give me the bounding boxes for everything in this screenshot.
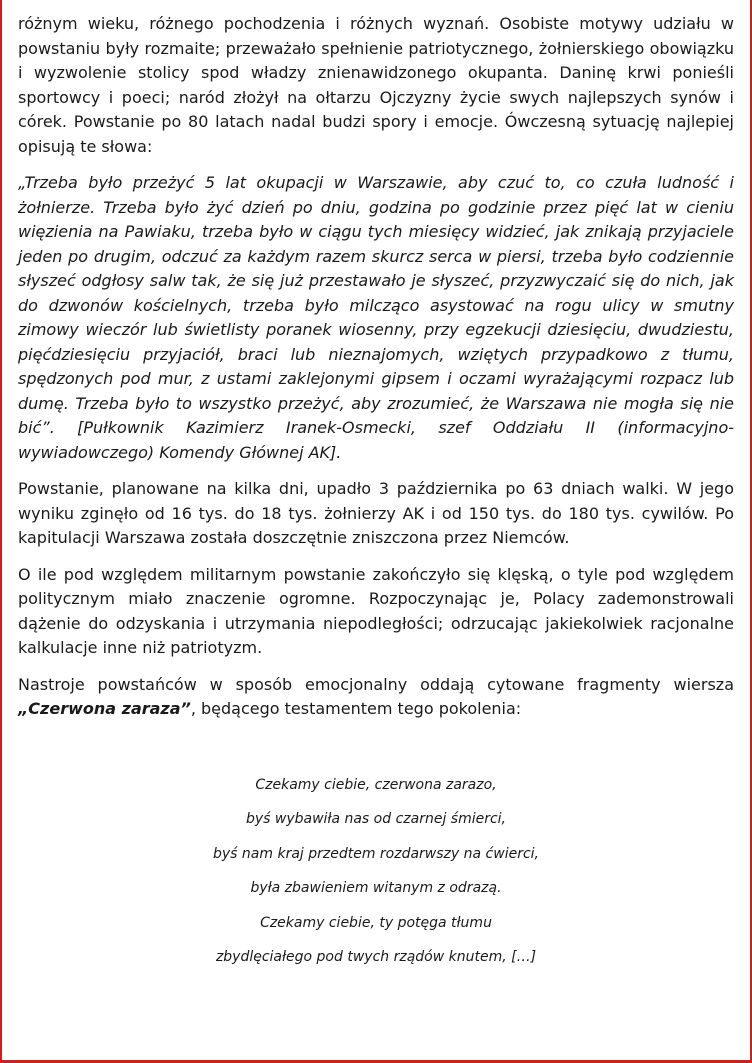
poem-line: zbydlęciałego pod twych rządów knutem, […] bbox=[215, 949, 537, 965]
poem-line: byś wybawiła nas od czarnej śmierci, bbox=[245, 811, 507, 827]
poem-title: „Czerwona zaraza” bbox=[18, 699, 191, 718]
paragraph-poem-intro bbox=[18, 673, 734, 722]
quote-iranek-osmecki: „Trzeba było przeżyć 5 lat okupacji w Warszawie, aby czuć to, co czuła ludność i żołnierze. Trzeba było żyć dzień po dniu, godzina po godzinie przez pięć lat w cieniu więzienia na Pawiaku, trzeba było w ciągu tych miesięcy widzieć, jak znikają przyjaciele jeden po drugim, odczuć za każdym razem skurcz serca w piersi, trzeba było codziennie słyszeć odgłosy salw tak, że się już przestawało je słyszeć, przyzwyczaić się do nich, jak do dzwonów kościelnych, trzeba było milcząco asystować na rogu ulicy w smutny zimowy wieczór lub świetlisty poranek wiosenny, przy egzekucji dziesięciu, dwudziestu, pięćdziesięciu przyjaciół, braci lub nieznajomych, wziętych przypadkowo z tłumu, spędzonych pod mur, z ustami zaklejonymi gipsem i oczami wyrażającymi rozpacz lub dumę. Trzeba było to wszystko przeżyć, aby zrozumieć, że Warszawa nie mogła się nie bić”. [Pułkownik Kazimierz Iranek-Osmecki, szef Oddziału II (informacyjno-wywiadowczego) Komendy Głównej AK]. bbox=[18, 173, 734, 462]
poem-intro-tail: , będącego testamentem tego pokolenia: bbox=[190, 699, 522, 718]
poem-line: Czekamy ciebie, ty potęga tłumu bbox=[260, 914, 492, 931]
paragraph-intro: różnym wieku, różnego pochodzenia i różnych wyznań. Osobiste motywy udziału w powstaniu były rozmaite; przeważało spełnienie patriotycznego, żołnierskiego obowiązku i wyzwolenie stolicy spod władzy znienawidzonego okupanta. Daninę krwi ponieśli sportowcy i poeci; naród złożył na ołtarzu Ojczyzny życie swych najlepszych synów i córek. Powstanie po 80 latach nadal budzi spory i emocje. Ówczesną sytuację najlepiej opisują te słowa: bbox=[18, 14, 734, 156]
poem-line: była zbawieniem witanym z odrazą. bbox=[250, 880, 502, 896]
paragraph-political-significance: O ile pod względem militarnym powstanie zakończyło się klęską, o tyle pod względem politycznym miało znaczenie ogromne. Rozpoczynając je, Polacy zademonstrowali dążenie do odzyskania i utrzymania niepodległości; odrzucając jakiekolwiek racjonalne kalkulacje inne niż patriotyzm. bbox=[18, 564, 734, 657]
poem-intro-text: Nastroje powstańców w sposób emocjonalny oddają cytowane fragmenty wiersza bbox=[18, 674, 734, 694]
poem-excerpt bbox=[18, 768, 734, 975]
poem-line: Czekamy ciebie, czerwona zarazo, bbox=[255, 776, 497, 793]
paragraph-uprising-fall: Powstanie, planowane na kilka dni, upadło 3 października po 63 dniach walki. W jego wyniku zginęło od 16 tys. do 18 tys. żołnierzy AK i od 150 tys. do 180 tys. cywilów. Po kapitulacji Warszawa została doszczętnie zniszczona przez Niemców. bbox=[18, 479, 734, 547]
document-body bbox=[18, 0, 734, 975]
poem-line: byś nam kraj przedtem rozdarwszy na ćwierci, bbox=[213, 845, 539, 862]
